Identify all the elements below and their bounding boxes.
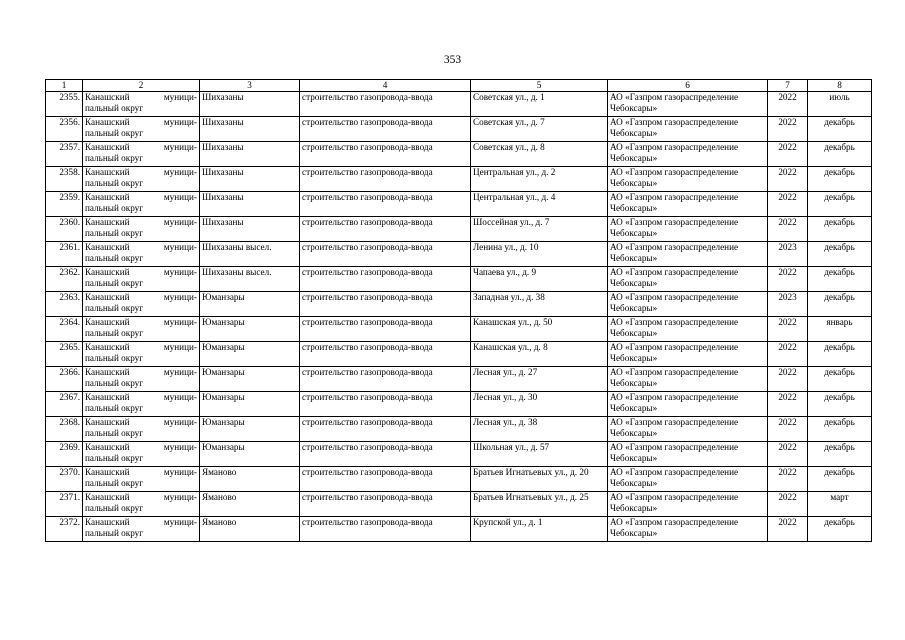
- row-number-cell: 2358.: [46, 167, 83, 192]
- table-row: [46, 292, 872, 317]
- row-number-cell: 2362.: [46, 267, 83, 292]
- month-cell: декабрь: [808, 367, 872, 392]
- year-cell: 2022: [768, 92, 808, 117]
- address-cell: Школьная ул., д. 57: [471, 442, 608, 467]
- organization-cell: АО «Газпром газораспределение Чебоксары»: [608, 367, 768, 392]
- month-cell: декабрь: [808, 117, 872, 142]
- organization-cell: АО «Газпром газораспределение Чебоксары»: [608, 342, 768, 367]
- address-cell: Братьев Игнатьевых ул., д. 25: [471, 492, 608, 517]
- locality-cell: Яманово: [200, 467, 300, 492]
- district-cell: Канашский муници-пальный округ: [83, 367, 200, 392]
- work-type-cell: строительство газопровода-ввода: [300, 167, 471, 192]
- organization-cell: АО «Газпром газораспределение Чебоксары»: [608, 417, 768, 442]
- organization-cell: АО «Газпром газораспределение Чебоксары»: [608, 492, 768, 517]
- month-cell: март: [808, 492, 872, 517]
- month-cell: декабрь: [808, 292, 872, 317]
- locality-cell: Юманзары: [200, 417, 300, 442]
- locality-cell: Шихазаны: [200, 217, 300, 242]
- district-cell: Канашский муници-пальный округ: [83, 117, 200, 142]
- work-type-cell: строительство газопровода-ввода: [300, 342, 471, 367]
- work-type-cell: строительство газопровода-ввода: [300, 92, 471, 117]
- column-header: 2: [83, 80, 200, 92]
- locality-cell: Шихазаны: [200, 117, 300, 142]
- row-number-cell: 2369.: [46, 442, 83, 467]
- year-cell: 2022: [768, 417, 808, 442]
- organization-cell: АО «Газпром газораспределение Чебоксары»: [608, 392, 768, 417]
- organization-cell: АО «Газпром газораспределение Чебоксары»: [608, 317, 768, 342]
- row-number-cell: 2360.: [46, 217, 83, 242]
- column-header: 7: [768, 80, 808, 92]
- district-cell: Канашский муници-пальный округ: [83, 292, 200, 317]
- district-cell: Канашский муници-пальный округ: [83, 442, 200, 467]
- work-type-cell: строительство газопровода-ввода: [300, 442, 471, 467]
- table-row: [46, 317, 872, 342]
- year-cell: 2022: [768, 342, 808, 367]
- district-cell: Канашский муници-пальный округ: [83, 467, 200, 492]
- row-number-cell: 2371.: [46, 492, 83, 517]
- locality-cell: Шихазаны: [200, 167, 300, 192]
- table-row: [46, 192, 872, 217]
- address-cell: Центральная ул., д. 2: [471, 167, 608, 192]
- year-cell: 2022: [768, 517, 808, 542]
- locality-cell: Шихазаны: [200, 192, 300, 217]
- district-cell: Канашский муници-пальный округ: [83, 492, 200, 517]
- year-cell: 2022: [768, 167, 808, 192]
- address-cell: Братьев Игнатьевых ул., д. 20: [471, 467, 608, 492]
- column-header: 4: [300, 80, 471, 92]
- work-type-cell: строительство газопровода-ввода: [300, 367, 471, 392]
- table-row: [46, 217, 872, 242]
- column-header: 6: [608, 80, 768, 92]
- address-cell: Западная ул., д. 38: [471, 292, 608, 317]
- table-row: [46, 367, 872, 392]
- month-cell: декабрь: [808, 267, 872, 292]
- month-cell: декабрь: [808, 417, 872, 442]
- month-cell: июль: [808, 92, 872, 117]
- year-cell: 2022: [768, 117, 808, 142]
- row-number-cell: 2366.: [46, 367, 83, 392]
- address-cell: Чапаева ул., д. 9: [471, 267, 608, 292]
- year-cell: 2022: [768, 492, 808, 517]
- organization-cell: АО «Газпром газораспределение Чебоксары»: [608, 92, 768, 117]
- locality-cell: Юманзары: [200, 442, 300, 467]
- work-type-cell: строительство газопровода-ввода: [300, 392, 471, 417]
- table-row: [46, 167, 872, 192]
- district-cell: Канашский муници-пальный округ: [83, 267, 200, 292]
- row-number-cell: 2355.: [46, 92, 83, 117]
- district-cell: Канашский муници-пальный округ: [83, 392, 200, 417]
- month-cell: декабрь: [808, 242, 872, 267]
- organization-cell: АО «Газпром газораспределение Чебоксары»: [608, 517, 768, 542]
- page-number: 353: [443, 54, 462, 66]
- table-row: [46, 242, 872, 267]
- table-row: [46, 467, 872, 492]
- column-number-row: [46, 80, 872, 92]
- work-type-cell: строительство газопровода-ввода: [300, 192, 471, 217]
- month-cell: декабрь: [808, 192, 872, 217]
- month-cell: декабрь: [808, 342, 872, 367]
- address-cell: Канашская ул., д. 50: [471, 317, 608, 342]
- address-cell: Советская ул., д. 1: [471, 92, 608, 117]
- work-type-cell: строительство газопровода-ввода: [300, 142, 471, 167]
- locality-cell: Шихазаны высел.: [200, 267, 300, 292]
- column-header: 1: [46, 80, 83, 92]
- year-cell: 2023: [768, 292, 808, 317]
- row-number-cell: 2368.: [46, 417, 83, 442]
- district-cell: Канашский муници-пальный округ: [83, 342, 200, 367]
- table-row: [46, 92, 872, 117]
- work-type-cell: строительство газопровода-ввода: [300, 117, 471, 142]
- address-cell: Советская ул., д. 7: [471, 117, 608, 142]
- work-type-cell: строительство газопровода-ввода: [300, 417, 471, 442]
- year-cell: 2022: [768, 317, 808, 342]
- column-header: 8: [808, 80, 872, 92]
- address-cell: Лесная ул., д. 30: [471, 392, 608, 417]
- locality-cell: Юманзары: [200, 367, 300, 392]
- month-cell: декабрь: [808, 167, 872, 192]
- district-cell: Канашский муници-пальный округ: [83, 92, 200, 117]
- organization-cell: АО «Газпром газораспределение Чебоксары»: [608, 142, 768, 167]
- table-row: [46, 492, 872, 517]
- month-cell: декабрь: [808, 217, 872, 242]
- year-cell: 2023: [768, 242, 808, 267]
- row-number-cell: 2356.: [46, 117, 83, 142]
- organization-cell: АО «Газпром газораспределение Чебоксары»: [608, 242, 768, 267]
- column-header: 3: [200, 80, 300, 92]
- district-cell: Канашский муници-пальный округ: [83, 242, 200, 267]
- locality-cell: Юманзары: [200, 342, 300, 367]
- table-row: [46, 342, 872, 367]
- table-row: [46, 117, 872, 142]
- row-number-cell: 2365.: [46, 342, 83, 367]
- locality-cell: Шихазаны высел.: [200, 242, 300, 267]
- address-cell: Крупской ул., д. 1: [471, 517, 608, 542]
- year-cell: 2022: [768, 142, 808, 167]
- address-cell: Советская ул., д. 8: [471, 142, 608, 167]
- gas-pipeline-registry-table: [45, 79, 872, 542]
- district-cell: Канашский муници-пальный округ: [83, 192, 200, 217]
- organization-cell: АО «Газпром газораспределение Чебоксары»: [608, 192, 768, 217]
- year-cell: 2022: [768, 442, 808, 467]
- work-type-cell: строительство газопровода-ввода: [300, 317, 471, 342]
- table-row: [46, 517, 872, 542]
- column-header: 5: [471, 80, 608, 92]
- district-cell: Канашский муници-пальный округ: [83, 217, 200, 242]
- row-number-cell: 2372.: [46, 517, 83, 542]
- district-cell: Канашский муници-пальный округ: [83, 142, 200, 167]
- district-cell: Канашский муници-пальный округ: [83, 167, 200, 192]
- month-cell: декабрь: [808, 517, 872, 542]
- locality-cell: Юманзары: [200, 392, 300, 417]
- locality-cell: Яманово: [200, 492, 300, 517]
- table-row: [46, 267, 872, 292]
- locality-cell: Юманзары: [200, 292, 300, 317]
- district-cell: Канашский муници-пальный округ: [83, 417, 200, 442]
- row-number-cell: 2364.: [46, 317, 83, 342]
- table-row: [46, 417, 872, 442]
- address-cell: Лесная ул., д. 27: [471, 367, 608, 392]
- work-type-cell: строительство газопровода-ввода: [300, 242, 471, 267]
- locality-cell: Юманзары: [200, 317, 300, 342]
- table-row: [46, 392, 872, 417]
- row-number-cell: 2359.: [46, 192, 83, 217]
- year-cell: 2022: [768, 192, 808, 217]
- address-cell: Центральная ул., д. 4: [471, 192, 608, 217]
- address-cell: Лесная ул., д. 38: [471, 417, 608, 442]
- work-type-cell: строительство газопровода-ввода: [300, 217, 471, 242]
- row-number-cell: 2363.: [46, 292, 83, 317]
- year-cell: 2022: [768, 267, 808, 292]
- organization-cell: АО «Газпром газораспределение Чебоксары»: [608, 117, 768, 142]
- month-cell: декабрь: [808, 392, 872, 417]
- work-type-cell: строительство газопровода-ввода: [300, 467, 471, 492]
- locality-cell: Яманово: [200, 517, 300, 542]
- year-cell: 2022: [768, 392, 808, 417]
- address-cell: Канашская ул., д. 8: [471, 342, 608, 367]
- month-cell: декабрь: [808, 442, 872, 467]
- month-cell: декабрь: [808, 142, 872, 167]
- address-cell: Ленина ул., д. 10: [471, 242, 608, 267]
- address-cell: Шоссейная ул., д. 7: [471, 217, 608, 242]
- district-cell: Канашский муници-пальный округ: [83, 317, 200, 342]
- table-row: [46, 142, 872, 167]
- organization-cell: АО «Газпром газораспределение Чебоксары»: [608, 217, 768, 242]
- month-cell: январь: [808, 317, 872, 342]
- month-cell: декабрь: [808, 467, 872, 492]
- row-number-cell: 2367.: [46, 392, 83, 417]
- organization-cell: АО «Газпром газораспределение Чебоксары»: [608, 442, 768, 467]
- table-row: [46, 442, 872, 467]
- locality-cell: Шихазаны: [200, 92, 300, 117]
- work-type-cell: строительство газопровода-ввода: [300, 492, 471, 517]
- row-number-cell: 2370.: [46, 467, 83, 492]
- locality-cell: Шихазаны: [200, 142, 300, 167]
- year-cell: 2022: [768, 217, 808, 242]
- organization-cell: АО «Газпром газораспределение Чебоксары»: [608, 267, 768, 292]
- row-number-cell: 2361.: [46, 242, 83, 267]
- organization-cell: АО «Газпром газораспределение Чебоксары»: [608, 292, 768, 317]
- organization-cell: АО «Газпром газораспределение Чебоксары»: [608, 167, 768, 192]
- work-type-cell: строительство газопровода-ввода: [300, 517, 471, 542]
- year-cell: 2022: [768, 367, 808, 392]
- work-type-cell: строительство газопровода-ввода: [300, 267, 471, 292]
- year-cell: 2022: [768, 467, 808, 492]
- district-cell: Канашский муници-пальный округ: [83, 517, 200, 542]
- row-number-cell: 2357.: [46, 142, 83, 167]
- work-type-cell: строительство газопровода-ввода: [300, 292, 471, 317]
- organization-cell: АО «Газпром газораспределение Чебоксары»: [608, 467, 768, 492]
